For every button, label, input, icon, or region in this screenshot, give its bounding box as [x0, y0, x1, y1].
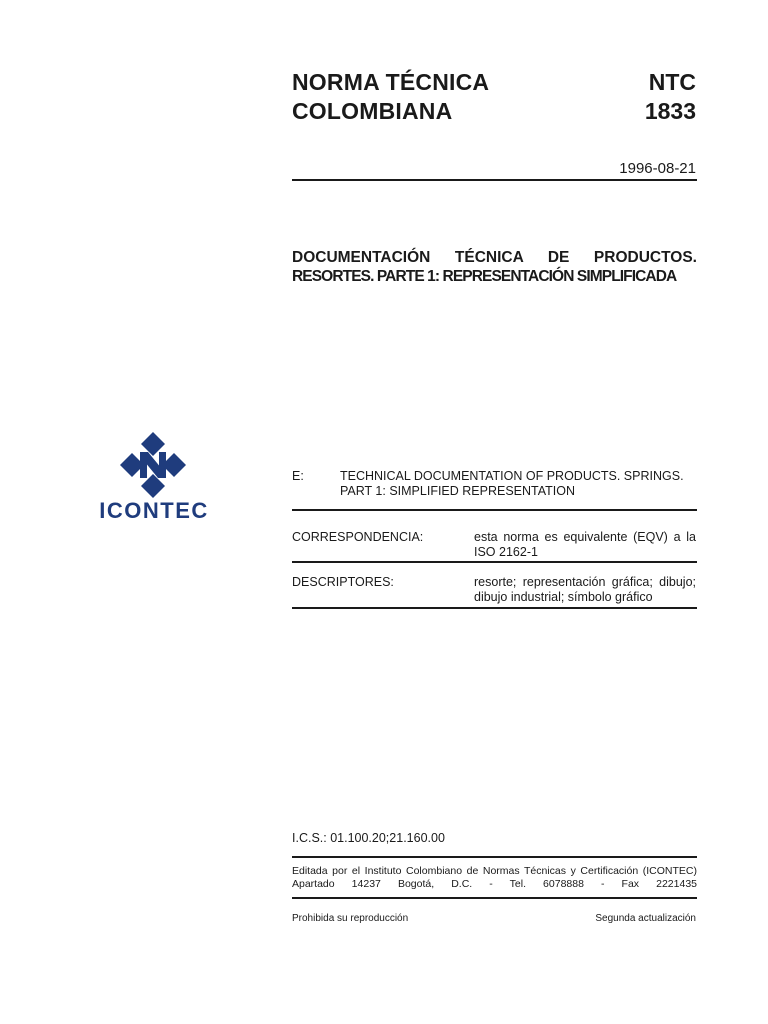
header-divider [292, 179, 697, 181]
publisher-line1: Editada por el Instituto Colombiano de Normas Técnicas y Certificación (ICONTEC) [292, 865, 697, 877]
section-divider [292, 897, 697, 899]
english-title [340, 469, 696, 499]
correspondencia-value [474, 530, 696, 560]
document-title [292, 248, 697, 286]
english-title-line2: PART 1: SIMPLIFIED REPRESENTATION [340, 484, 576, 498]
correspondencia-label: CORRESPONDENCIA: [292, 530, 424, 544]
descriptores-label: DESCRIPTORES: [292, 575, 394, 589]
publisher-info [292, 865, 697, 891]
publication-date: 1996-08-21 [619, 160, 696, 177]
english-title-line1: TECHNICAL DOCUMENTATION OF PRODUCTS. SPRINGS. [340, 469, 684, 483]
standard-code: NTC [648, 69, 696, 95]
ics-code: I.C.S.: 01.100.20;21.160.00 [292, 831, 445, 845]
standard-type-line1: NORMA TÉCNICA [292, 69, 490, 95]
descriptores-value [474, 575, 696, 605]
standard-number: 1833 [644, 98, 696, 124]
section-divider [292, 561, 697, 563]
document-title-line2: RESORTES. PARTE 1: REPRESENTACIÓN SIMPLIFICADA [292, 268, 677, 285]
icontec-logo-text: ICONTEC [99, 498, 209, 523]
icontec-logo-icon [118, 430, 188, 500]
reproduction-notice: Prohibida su reproducción [292, 913, 409, 924]
publisher-line2: Apartado 14237 Bogotá, D.C. - Tel. 6078888 - Fax 2221435 [292, 878, 697, 890]
section-divider [292, 856, 697, 858]
english-label: E: [292, 469, 304, 483]
document-title-line1: DOCUMENTACIÓN TÉCNICA DE PRODUCTOS. [292, 249, 697, 266]
correspondencia-line1: esta norma es equivalente (EQV) a la [474, 530, 696, 544]
update-notice: Segunda actualización [595, 913, 696, 924]
standard-type-heading [292, 68, 489, 126]
descriptores-line1: resorte; representación gráfica; dibujo; [474, 575, 696, 589]
descriptores-line2: dibujo industrial; símbolo gráfico [474, 590, 653, 604]
standard-type-line2: COLOMBIANA [292, 98, 453, 124]
standard-number-heading [600, 68, 696, 126]
section-divider [292, 607, 697, 609]
section-divider [292, 509, 697, 511]
correspondencia-line2: ISO 2162-1 [474, 545, 538, 559]
